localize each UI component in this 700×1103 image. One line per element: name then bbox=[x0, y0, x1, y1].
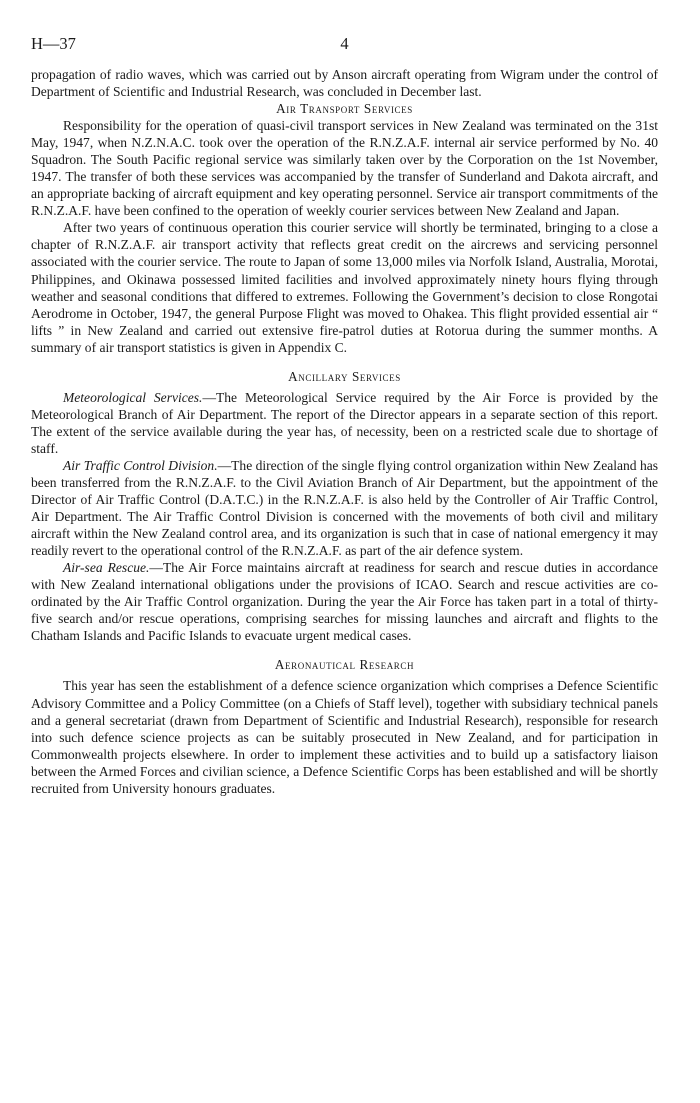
intro-paragraph: propagation of radio waves, which was carried out by Anson aircraft operating from Wigram under the control of Department of Scientific and Industrial Research, was concluded in December last. bbox=[31, 67, 658, 100]
aeronautical-research-heading: Aeronautical Research bbox=[274, 657, 415, 673]
aeronautical-research-paragraph: This year has seen the establishment of a defence science organization which comprises a Defence Scientific Advisory Committee and a Policy Committee (on a Chiefs of Staff level), together with subsidiary technical panels and a general secretariat (drawn from Department of Scientific and Industrial Research), responsible for research into such defence science projects as can be suitably prosecuted in New Zealand, and for participation in Commonwealth projects elsewhere. In order to implement these activities and to build up a satisfactory liaison between the Armed Forces and civilian science, a Defence Scientific Corps has been established and will be shortly recruited from University honours graduates. bbox=[31, 678, 658, 796]
air-sea-title: Air-sea Rescue. bbox=[63, 560, 150, 576]
ancillary-heading: Ancillary Services bbox=[288, 368, 401, 384]
body-text bbox=[31, 66, 658, 797]
air-transport-paragraph-2: After two years of continuous operation this courier service will shortly be terminated, bringing to a close a chapter of R.N.Z.A.F. air transport activity that reflects great credit on the aircrews and servicing personnel associated with the courier service. The route to Japan of some 13,000 miles via Norfolk Island, Australia, Morotai, Philippines, and Okinawa possessed limited facilities and involved approximately ninety hours flying through weather and seasonal conditions that differed to extremes. Following the Government’s decision to close Rongotai Aerodrome in October, 1947, the general Purpose Flight was moved to Ohakea. This flight provided essential air “ lifts ” in New Zealand and carried out extensive fire-patrol duties at Rotorua during the summer months. A summary of air transport statistics is given in Appendix C. bbox=[31, 220, 658, 355]
document-id: H—37 bbox=[31, 34, 76, 53]
meteorological-title: Meteorological Services. bbox=[63, 389, 203, 405]
page-number: 4 bbox=[340, 34, 349, 53]
air-traffic-title: Air Traffic Control Division. bbox=[63, 457, 218, 473]
meteorological-paragraph bbox=[31, 389, 658, 457]
air-sea-text: —The Air Force maintains aircraft at readiness for search and rescue duties in accordance with New Zealand international obligations under the provisions of ICAO. Search and rescue activities are co-ordinated by the Air Traffic Control organization. During the year the Air Force has taken part in a total of thirty-five search and/or rescue operations, comprising searches for missing launches and aircraft and flights to the Chatham Islands and Pacific Islands to evacuate urgent medical cases. bbox=[31, 560, 659, 644]
document-page bbox=[31, 30, 658, 797]
air-transport-heading: Air Transport Services bbox=[276, 101, 413, 117]
air-sea-paragraph bbox=[31, 559, 658, 644]
air-traffic-paragraph bbox=[31, 457, 658, 559]
meteorological-text: —The Meteorological Service required by the Air Force is provided by the Meteorological Branch of Air Department. The report of the Director appears in a separate section of this report. The extent of the service available during the year has, of necessity, been on a restricted scale due to shortage of staff. bbox=[31, 389, 658, 456]
page-header bbox=[31, 30, 658, 54]
air-transport-paragraph-1: Responsibility for the operation of quasi-civil transport services in New Zealand was terminated on the 31st May, 1947, when N.Z.N.A.C. took over the operation of the R.N.Z.A.F. internal air service performed by No. 40 Squadron. The South Pacific regional service was similarly taken over by the Corporation on the 1st November, 1947. The transfer of both these services was accompanied by the transfer of Sunderland and Dakota aircraft, and an appropriate backing of aircraft equipment and key operating personnel. Service air transport commitments of the R.N.Z.A.F. have been confined to the operation of weekly courier services between New Zealand and Japan. bbox=[31, 118, 658, 219]
air-traffic-text: —The direction of the single flying control organization within New Zealand has been transferred from the R.N.Z.A.F. to the Civil Aviation Branch of Air Department, but the appointment of the Director of Air Traffic Control (D.A.T.C.) in the R.N.Z.A.F. is also held by the Controller of Air Traffic Control, Air Department. The Air Traffic Control Division is concerned with the movements of both civil and military aircraft within the New Zealand control area, and its organization is such that in case of national emergency it may readily revert to the operational control of the R.N.Z.A.F. as part of the air defence system. bbox=[31, 457, 658, 559]
